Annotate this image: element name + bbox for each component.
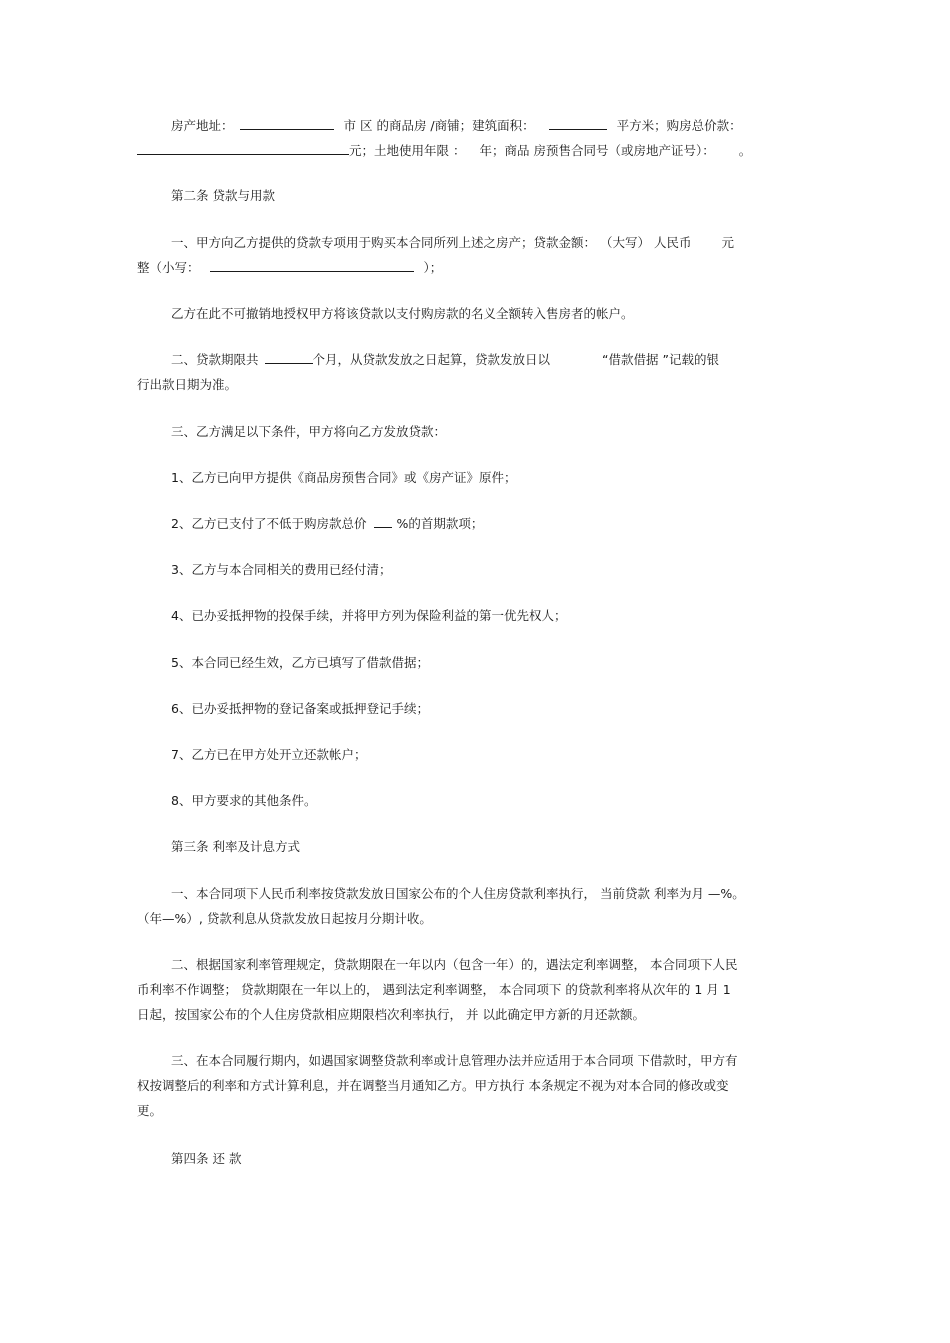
article3-title: 第三条 利率及计息方式 <box>171 839 300 854</box>
article2-p1-yuan: 元 <box>721 235 734 250</box>
address-label: 房产地址： <box>171 118 234 133</box>
address-blank <box>240 118 334 130</box>
address-line-2 <box>137 143 751 159</box>
article2-p1-line2a: 整（小写： <box>137 260 200 275</box>
condition-6: 6、已办妥抵押物的登记备案或抵押登记手续； <box>171 701 429 716</box>
condition-7: 7、乙方已在甲方处开立还款帐户； <box>171 747 367 762</box>
area-blank <box>549 118 607 130</box>
price-blank <box>137 143 349 155</box>
article3-p3-line3: 更。 <box>137 1103 163 1118</box>
address-line-1 <box>171 118 742 134</box>
article2-p3-b: 个月，从贷款发放之日起算，贷款发放日以 <box>312 352 551 367</box>
article2-p2: 乙方在此不可撤销地授权甲方将该贷款以支付购房款的名义全额转入售房者的帐户。 <box>171 306 634 321</box>
article2-p4: 三、乙方满足以下条件，甲方将向乙方发放贷款： <box>171 424 447 439</box>
condition-5: 5、本合同已经生效，乙方已填写了借款借据； <box>171 655 429 670</box>
condition-4: 4、已办妥抵押物的投保手续，并将甲方列为保险利益的第一优先权人； <box>171 608 567 623</box>
article3-p3-line2: 权按调整后的利率和方式计算利息，并在调整当月通知乙方。甲方执行 本条规定不视为对本合同的修改或变 <box>137 1078 729 1093</box>
article3-p2-line3: 日起，按国家公布的个人住房贷款相应期限档次利率执行， 并 以此确定甲方新的月还款额。 <box>137 1007 645 1022</box>
amount-blank <box>210 260 414 272</box>
condition-2-b: %的首期款项； <box>396 516 484 531</box>
article4-title: 第四条 还 款 <box>171 1151 242 1166</box>
address-part2: 市 区 的商品房 /商铺；建筑面积： <box>343 118 535 133</box>
article3-p3-line1: 三、在本合同履行期内，如遇国家调整贷款利率或计息管理办法并应适用于本合同项 下借款时，甲方有 <box>171 1053 738 1068</box>
article2-p1-text: 一、甲方向乙方提供的贷款专项用于购买本合同所列上述之房产；贷款金额： （大写） 人民币 <box>171 235 692 250</box>
article2-p1-line2 <box>137 260 442 276</box>
article3-p1-line1: 一、本合同项下人民币利率按贷款发放日国家公布的个人住房贷款利率执行， 当前贷款 利率为月 —%。 <box>171 886 745 901</box>
condition-8: 8、甲方要求的其他条件。 <box>171 793 317 808</box>
address-part3: 平方米；购房总价款： <box>616 118 742 133</box>
article2-p1-line2b: ）； <box>423 260 443 275</box>
article3-p2-line1: 二、根据国家利率管理规定，贷款期限在一年以内（包含一年）的，遇法定利率调整， 本合同项下人民 <box>171 957 738 972</box>
condition-1: 1、乙方已向甲方提供《商品房预售合同》或《房产证》原件； <box>171 470 517 485</box>
condition-2-a: 2、乙方已支付了不低于购房款总价 <box>171 516 367 531</box>
article2-p3-line2: 行出款日期为准。 <box>137 377 238 392</box>
address-part5: 年；商品 房预售合同号（或房地产证号）： <box>479 143 715 158</box>
condition-3: 3、乙方与本合同相关的费用已经付清； <box>171 562 392 577</box>
article2-p1-line1 <box>171 235 734 251</box>
address-end: 。 <box>738 143 752 158</box>
condition-2 <box>171 516 483 532</box>
article2-p3-a: 二、贷款期限共 <box>171 352 259 367</box>
address-part4: 元；土地使用年限 ： <box>349 143 466 158</box>
article2-p3-line1 <box>171 352 719 368</box>
article3-p2-line2: 币利率不作调整； 贷款期限在一年以上的， 遇到法定利率调整， 本合同项下 的贷款利率将从次年的 1 月 1 <box>137 982 731 997</box>
percent-blank <box>374 516 392 528</box>
article2-title: 第二条 贷款与用款 <box>171 188 275 203</box>
article2-p3-c: “借款借据 ”记载的银 <box>602 352 719 367</box>
term-blank <box>265 352 313 364</box>
article3-p1-line2: （年—%）, 贷款利息从贷款发放日起按月分期计收。 <box>137 911 432 926</box>
